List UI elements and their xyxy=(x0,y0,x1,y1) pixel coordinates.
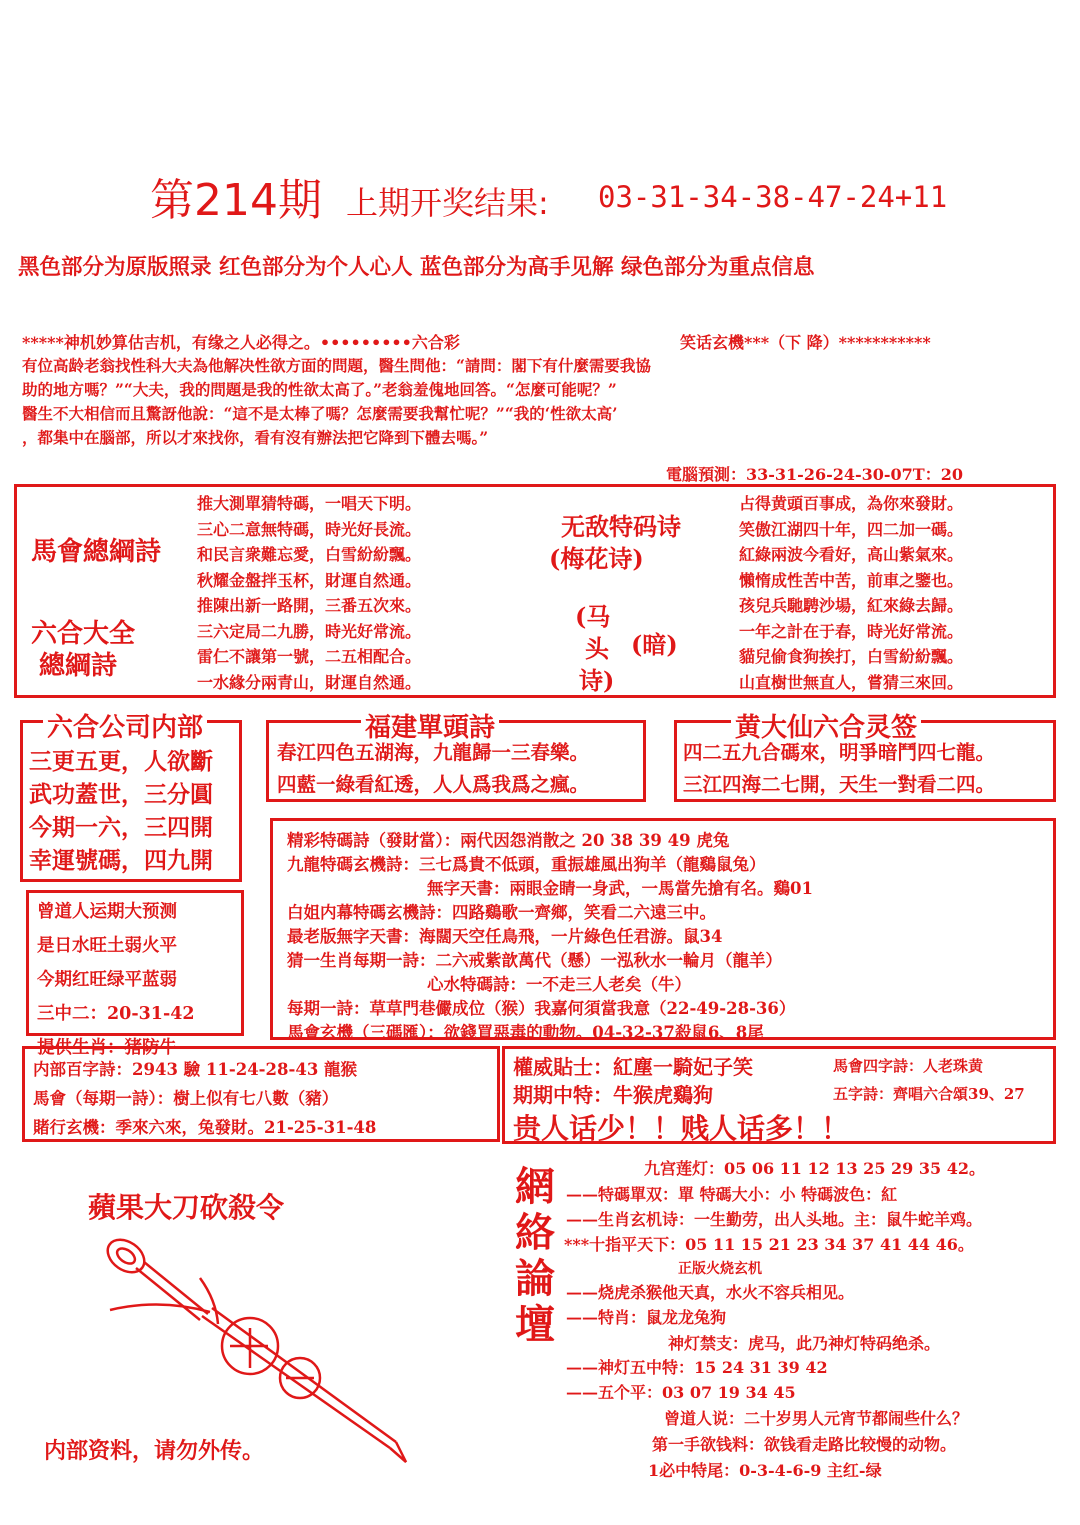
poem-line: 推陳出新一路開，三番五次來。 xyxy=(197,596,422,615)
last-result-label: 上期开奖结果: xyxy=(346,184,549,222)
forum-line: ***十指平天下：05 11 15 21 23 34 37 41 44 46。 xyxy=(564,1235,974,1254)
mid-note-a: (马 xyxy=(575,602,611,631)
mid-title: 无敌特码诗 xyxy=(561,512,681,541)
poem-line: 山直樹世無直人，嘗猜三來回。 xyxy=(739,672,964,692)
center-line: 每期一詩：草草門巷儼成位（猴）我嘉何須當我意（22-49-28-36） xyxy=(287,999,796,1018)
poem-line: 三六定局二九勝，時光好常流。 xyxy=(197,621,422,641)
joke-title-left: *****神机妙算估吉机，有缘之人必得之。•••••••••六合彩 xyxy=(22,333,460,352)
center-line: 馬會玄機（三碼匯）：欲錢買惡毒的動物。04-32-37殺鼠6、8尾 xyxy=(287,1023,764,1042)
poem-line: 雷仁不讓第一號，二五相配合。 xyxy=(197,647,422,666)
mid-note-b: 头 xyxy=(585,634,609,663)
joke-line: 醫生不大相信而且驚訝他說：“這不是太棒了嗎？怎麼需要我幫忙呢？”“我的‘性欲太高’ xyxy=(22,404,618,423)
company-line: 三更五更，人欲斷 xyxy=(29,748,213,775)
company-lines xyxy=(29,745,213,877)
five-char-poem: 五字詩：齊唱六合頌39、27 xyxy=(833,1085,1025,1103)
fruit-title: 蘋果大刀砍殺令 xyxy=(88,1191,285,1224)
taoist-box xyxy=(26,890,244,1058)
poem-line: 秋耀金盤拌玉杯，財運自然通。 xyxy=(197,570,422,590)
internal-box xyxy=(22,1046,500,1142)
center-line: 精彩特碼詩（發財當）：兩代因怨消散之 20 38 39 49 虎兔 xyxy=(287,831,730,850)
poem-line: 懶惰成性苦中苦，前車之鑒也。 xyxy=(739,570,964,590)
poem-line: 紅綠兩波今看好，高山紫氣來。 xyxy=(739,545,964,564)
wong-box xyxy=(674,713,1056,802)
center-lines xyxy=(287,829,813,1045)
joke-text xyxy=(22,354,651,450)
joke-line: 有位高龄老翁找性科大夫為他解决性欲方面的問題，醫生問他：“請問：閣下有什麼需要我協 xyxy=(22,356,651,375)
computer-forecast: 電腦預測：33-31-26-24-30-07T：20 xyxy=(666,465,963,484)
joke-line: ，都集中在腦部，所以才來找你，看有沒有辦法把它降到下體去嗎。” xyxy=(22,428,489,447)
wong-title: 黄大仙六合灵签 xyxy=(731,707,921,744)
center-line: 白姐内幕特碼玄機詩：四路鷄歌一齊鄉，笑看二六遠三中。 xyxy=(287,903,716,922)
poem-line: 三心二意無特碼，時光好長流。 xyxy=(197,519,422,539)
poem-line: 笑傲江湖四十年，四二加一碼。 xyxy=(739,519,964,539)
poem-left xyxy=(197,491,421,695)
wong-lines xyxy=(683,737,995,801)
taoist-line: 是日水旺土弱火平 xyxy=(37,936,177,956)
poem-line: 占得黄頭百事成，為你來發財。 xyxy=(739,494,964,513)
internal-lines xyxy=(33,1055,376,1142)
label-mahui-poem: 馬會總綱詩 xyxy=(31,537,162,567)
tips-box xyxy=(502,1046,1056,1144)
last-result-numbers: 03-31-34-38-47-24+11 xyxy=(598,180,948,214)
forum-line: ——特肖：鼠龙龙兔狗 xyxy=(566,1308,727,1327)
mid-subtitle: (梅花诗) xyxy=(549,544,644,573)
fujian-lines xyxy=(277,737,589,801)
joke-line: 助的地方嗎？”“大夫，我的問題是我的性欲太高了。”老翁羞傀地回答。“怎麼可能呢？” xyxy=(22,380,617,399)
taoist-line: 今期红旺绿平蓝弱 xyxy=(37,970,177,990)
forum-line: 九宫莲灯：05 06 11 12 13 25 29 35 42。 xyxy=(644,1159,985,1178)
center-line: 無字天書：兩眼金睛一身武，一馬當先搶有名。鷄01 xyxy=(427,879,813,898)
poem-line: 孩兒兵馳騁沙場，紅來綠去歸。 xyxy=(739,596,964,615)
label-liuhe-poem: 總綱詩 xyxy=(39,651,118,681)
color-legend: 黑色部分为原版照录 红色部分为个人心人 蓝色部分为高手见解 绿色部分为重点信息 xyxy=(18,255,815,280)
internal-line: 賭行玄機：季來六來，兔發財。21-25-31-48 xyxy=(33,1118,377,1137)
forum-line: ——五个平：03 07 19 34 45 xyxy=(566,1383,796,1402)
center-box xyxy=(270,818,1056,1040)
forum-line: ——神灯五中特：15 24 31 39 42 xyxy=(566,1358,828,1377)
forum-char: 壇 xyxy=(515,1301,555,1348)
mahui-four-char: 馬會四字詩：人老珠黄 xyxy=(833,1057,984,1075)
fruit-footer: 内部资料，请勿外传。 xyxy=(44,1439,265,1464)
forum-line: ——烧虎杀猴他天真，水火不容兵相见。 xyxy=(566,1283,855,1302)
fujian-title: 福建單頭詩 xyxy=(361,707,499,744)
company-line: 幸運號碼，四九開 xyxy=(29,847,213,874)
center-line: 猜一生肖每期一詩：二六戒紫歆萬代（懸）一泓秋水一輪月（龍羊） xyxy=(287,951,782,970)
internal-line: 馬會（每期一詩）：樹上似有七八數（豬） xyxy=(33,1089,339,1108)
issue-number: 第214期 xyxy=(150,175,322,226)
taoist-title: 曾道人运期大预测 xyxy=(37,902,177,922)
poem-line: 和民言衆難忘愛，白雪紛紛飄。 xyxy=(197,545,422,564)
forum-char: 論 xyxy=(515,1255,555,1302)
joke-title-right: 笑话玄機***（下 降）*********** xyxy=(680,333,931,352)
forum-line: ——生肖玄机诗：一生勤劳，出人头地。主：鼠牛蛇羊鸡。 xyxy=(566,1210,983,1229)
forum-vertical-title xyxy=(512,1164,558,1348)
company-line: 今期一六，三四開 xyxy=(29,814,213,841)
slogan: 贵人话少！！贱人话多！！ xyxy=(513,1112,850,1145)
forum-line: 第一手欲钱料：欲钱看走路比较慢的动物。 xyxy=(652,1435,957,1454)
fujian-line: 四藍一綠看紅透，人人爲我爲之瘋。 xyxy=(277,773,590,796)
forum-char: 絡 xyxy=(515,1209,555,1256)
company-box xyxy=(20,713,242,882)
poem-line: 一水緣分兩青山，財運自然通。 xyxy=(197,672,422,692)
taoist-line: 三中二：20-31-42 xyxy=(37,1004,195,1024)
internal-line: 内部百字詩：2943 驗 11-24-28-43 龍猴 xyxy=(33,1060,358,1079)
poem-line: 貓兒偷食狗挨打，白雪紛紛飄。 xyxy=(739,647,964,666)
mid-note-d: 诗) xyxy=(579,666,615,695)
authority-tip: 權威貼士：紅塵一騎妃子笑 xyxy=(513,1055,753,1079)
taoist-lines xyxy=(37,895,195,1065)
center-line: 心水特碼詩：一不走三人老矣（牛） xyxy=(427,975,691,994)
company-title: 六合公司内部 xyxy=(43,707,207,744)
every-period-special: 期期中特：牛猴虎鷄狗 xyxy=(513,1083,713,1107)
forum-line: 1必中特尾：0-3-4-6-9 主红-绿 xyxy=(648,1461,882,1480)
taoist-line: 提供生肖：猪防牛 xyxy=(37,1038,177,1058)
main-poem-box xyxy=(14,484,1056,698)
fujian-line: 春江四色五湖海，九龍歸一三春樂。 xyxy=(277,741,590,764)
forum-line: 正版火烧玄机 xyxy=(678,1261,762,1277)
center-line: 九龍特碼玄機詩：三七爲貴不低頭，重振雄風出狗羊（龍鷄鼠兔） xyxy=(287,855,766,874)
company-line: 武功蓋世，三分圓 xyxy=(29,781,213,808)
label-liuhe-title: 六合大全 xyxy=(31,619,136,649)
fujian-box xyxy=(266,713,646,802)
forum-line: 曾道人说：二十岁男人元宵节都闹些什么？ xyxy=(664,1409,969,1428)
wong-line: 四二五九合碼來，明爭暗鬥四七龍。 xyxy=(683,741,996,764)
center-line: 最老版無字天書：海闊天空任鳥飛，一片綠色任君游。鼠34 xyxy=(287,927,723,946)
wong-line: 三江四海二七開，天生一對看二四。 xyxy=(683,773,996,796)
mid-note-c: (暗) xyxy=(631,630,678,659)
forum-line: 神灯禁支：虎马，此乃神灯特码绝杀。 xyxy=(668,1334,941,1353)
poem-line: 推大測單猜特碼，一唱天下明。 xyxy=(197,494,422,513)
sword-illustration xyxy=(90,1228,420,1468)
poem-line: 一年之計在于春，時光好常流。 xyxy=(739,621,964,641)
forum-line: ——特碼單双：單 特碼大小：小 特碼波色：紅 xyxy=(566,1185,898,1204)
poem-right xyxy=(739,491,963,695)
forum-char: 網 xyxy=(515,1163,555,1210)
